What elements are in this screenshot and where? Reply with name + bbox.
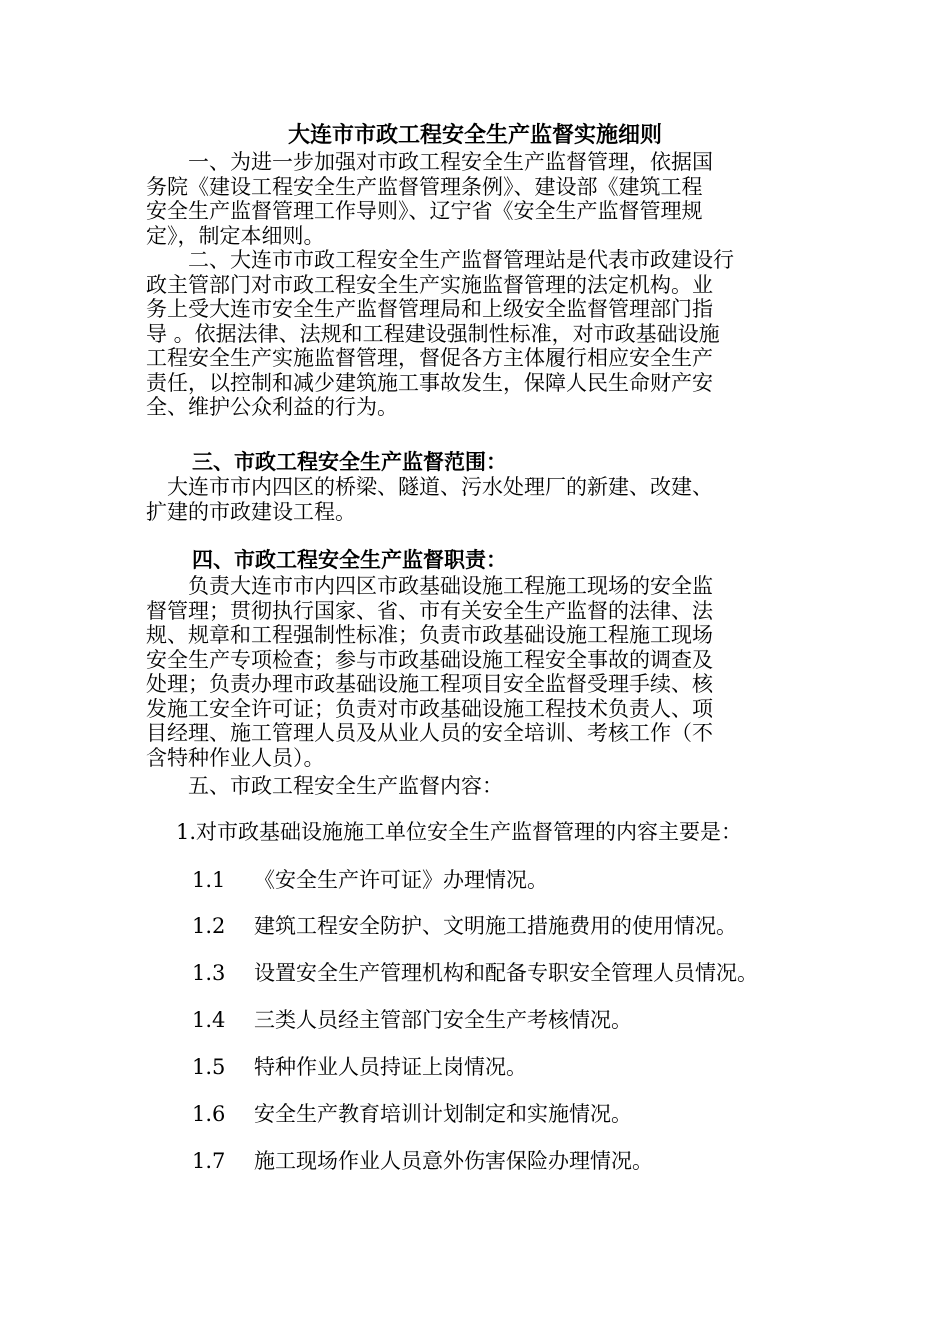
list-item-number: 1.7 — [192, 1149, 226, 1173]
section-4-line: 督管理；贯彻执行国家、省、市有关安全生产监督的法律、法 — [146, 598, 713, 623]
list-item-text: 安全生产教育培训计划制定和实施情况。 — [254, 1102, 632, 1126]
list-item-number: 1.1 — [192, 868, 226, 892]
document-title: 大连市市政工程安全生产监督实施细则 — [287, 122, 662, 148]
section-2-line: 全、维护公众利益的行为。 — [146, 395, 398, 419]
section-4-line: 负责大连市市内四区市政基础设施工程施工现场的安全监 — [146, 574, 713, 598]
list-item — [192, 1149, 653, 1173]
list-item-text: 施工现场作业人员意外伤害保险办理情况。 — [254, 1149, 653, 1173]
section-1-paragraph — [146, 150, 810, 248]
list-item — [192, 961, 758, 985]
section-2-line: 责任，以控制和减少建筑施工事故发生，保障人民生命财产安 — [146, 370, 713, 395]
section-4-line: 发施工安全许可证；负责对市政基础设施工程技术负责人、项 — [146, 696, 713, 721]
section-2-paragraph — [146, 248, 810, 420]
section-1-line: 定》，制定本细则。 — [146, 223, 325, 248]
list-item — [192, 868, 548, 892]
list-item-text: 三类人员经主管部门安全生产考核情况。 — [254, 1008, 632, 1032]
list-item-text: 特种作业人员持证上岗情况。 — [254, 1055, 527, 1079]
list-item-number: 1.3 — [192, 961, 226, 985]
section-2-line: 务上受大连市安全生产监督管理局和上级安全监督管理部门指 — [146, 297, 713, 321]
section-3-heading: 三、市政工程安全生产监督范围： — [192, 449, 507, 474]
section-1-line: 一、为进一步加强对市政工程安全生产监督管理，依据国 — [146, 150, 713, 174]
section-3-line: 大连市市内四区的桥梁、隧道、污水处理厂的新建、改建、 — [146, 475, 713, 499]
list-item-text: 《安全生产许可证》办理情况。 — [254, 868, 548, 892]
list-item — [192, 914, 737, 938]
section-4-paragraph — [146, 574, 810, 770]
section-1-line: 务院《建设工程安全生产监督管理条例》、建设部《建筑工程 — [146, 174, 703, 199]
list-item — [192, 1008, 632, 1032]
section-1-line: 安全生产监督管理工作导则》、辽宁省《安全生产监督管理规 — [146, 199, 703, 223]
list-item-text: 建筑工程安全防护、文明施工措施费用的使用情况。 — [254, 914, 737, 938]
list-item-number: 1.5 — [192, 1055, 226, 1079]
list-item-number: 1.6 — [192, 1102, 226, 1126]
list-item — [192, 1102, 632, 1126]
section-2-line: 导 。依据法律、法规和工程建设强制性标准，对市政基础设施 — [146, 321, 720, 346]
section-3-line: 扩建的市政建设工程。 — [146, 499, 356, 524]
section-4-line: 处理；负责办理市政基础设施工程项目安全监督受理手续、核 — [146, 672, 713, 696]
section-4-line: 目经理、施工管理人员及从业人员的安全培训、考核工作（不 — [146, 721, 713, 745]
section-2-line: 工程安全生产实施监督管理，督促各方主体履行相应安全生产 — [146, 346, 713, 370]
list-item-text: 设置安全生产管理机构和配备专职安全管理人员情况。 — [254, 961, 758, 985]
section-2-line: 二、大连市市政工程安全生产监督管理站是代表市政建设行 — [146, 248, 734, 272]
section-5-intro: 1.对市政基础设施施工单位安全生产监督管理的内容主要是： — [176, 820, 743, 844]
section-4-heading: 四、市政工程安全生产监督职责： — [192, 547, 507, 572]
section-4-line: 含特种作业人员）。 — [146, 745, 325, 770]
list-item-number: 1.2 — [192, 914, 226, 938]
section-4-line: 规、规章和工程强制性标准；负责市政基础设施工程施工现场 — [146, 623, 713, 647]
section-3-paragraph — [146, 475, 810, 524]
section-4-line: 安全生产专项检查；参与市政基础设施工程安全事故的调查及 — [146, 647, 713, 672]
list-item — [192, 1055, 527, 1079]
section-2-line: 政主管部门对市政工程安全生产实施监督管理的法定机构。业 — [146, 272, 713, 297]
list-item-number: 1.4 — [192, 1008, 226, 1032]
section-5-heading: 五、市政工程安全生产监督内容： — [146, 774, 503, 798]
